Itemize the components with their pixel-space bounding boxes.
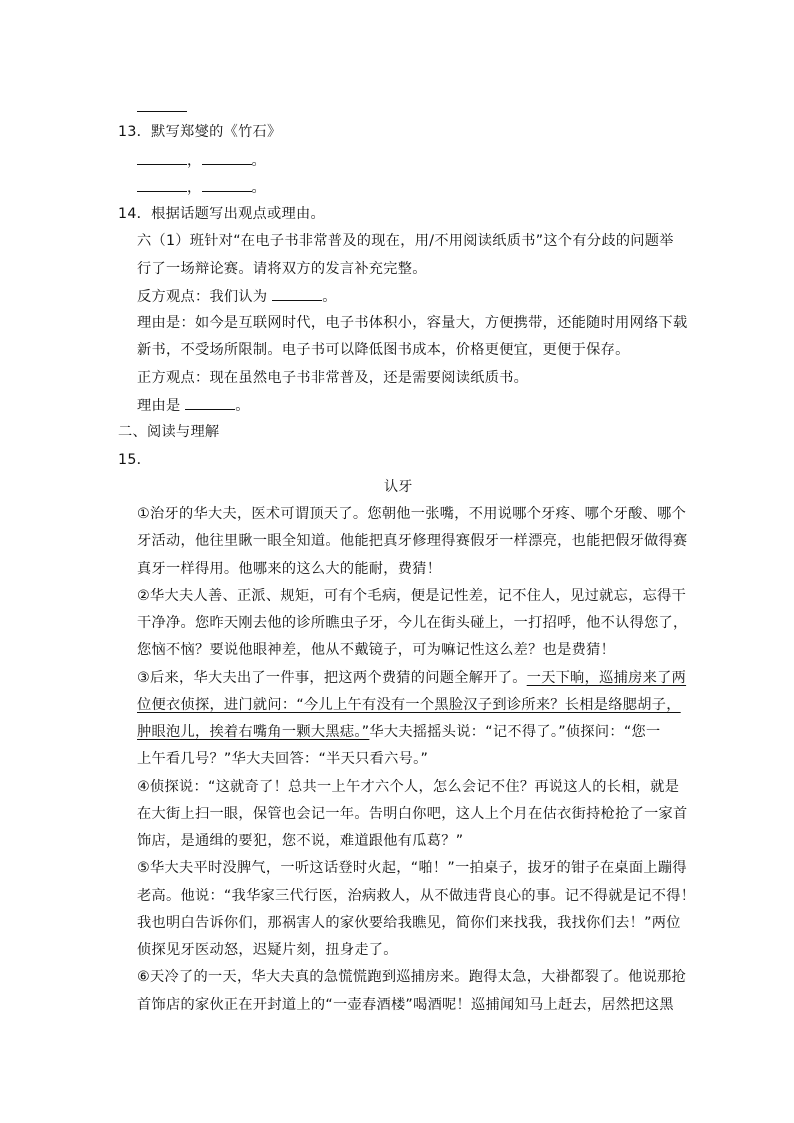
passage-line (137, 695, 681, 715)
passage-line: 肿眼泡儿，挨着右嘴角一颗大黑痣。”华大夫摇摇头说：“记不得了。”侦探问：“您一 (137, 724, 661, 740)
passage-line: 真牙一样得用。他哪来的这么大的能耐，费猜！ (137, 561, 442, 577)
q13-answer-row-2: ， 。 (137, 177, 266, 198)
q14-intro-line-1: 六（1）班针对“在电子书非常普及的现在，用/不用阅读纸质书”这个有分歧的问题举 (137, 233, 674, 249)
section-heading: 二、阅读与理解 (118, 424, 220, 440)
passage-line: ①治牙的华大夫，医术可谓顶天了。您朝他一张嘴，不用说哪个牙疼、哪个牙酸、哪个 (137, 506, 687, 522)
passage-line: ④侦探说：“这就奇了！总共一上午才六个人，怎么会记不住？再说这人的长相，就是 (137, 779, 680, 795)
passage-line: 上午看几号？”华大夫回答：“半天只看六号。” (137, 751, 429, 767)
passage-line: ②华大夫人善、正派、规矩，可有个毛病，便是记性差，记不住人，见过就忘，忘得干 (137, 588, 687, 604)
q14-con-viewpoint: 反方观点：我们认为 。 (137, 286, 337, 307)
passage-line: ⑥天冷了的一天，华大夫真的急慌慌跑到巡捕房来。跑得太急，大褂都裂了。他说那抢 (137, 969, 687, 985)
passage-line: 侦探见牙医动怒，迟疑片刻，扭身走了。 (137, 942, 398, 958)
passage-line: 老高。他说：“我华家三代行医，治病救人，从不做违背良心的事。记不得就是记不得！ (137, 888, 696, 904)
q14-pro-viewpoint: 正方观点：现在虽然电子书非常普及，还是需要阅读纸质书。 (137, 370, 529, 386)
q14-heading: 14．根据话题写出观点或理由。 (118, 206, 325, 222)
q14-reason1-line-2: 新书，不受场所限制。电子书可以降低图书成本，价格更便宜，更便于保存。 (137, 342, 630, 358)
answer-blank (185, 395, 235, 410)
answer-blank (272, 286, 322, 301)
q14-reason1-line-1: 理由是：如今是互联网时代，电子书体积小，容量大，方便携带，还能随时用网络下载 (137, 315, 688, 331)
q15-number: 15． (118, 452, 152, 468)
passage-title: 认牙 (384, 479, 413, 495)
answer-blank (202, 150, 252, 165)
answer-blank (137, 97, 187, 118)
passage-line: 饰店，是通缉的要犯，您不说，难道跟他有瓜葛？” (137, 833, 464, 849)
q13-answer-row-1: ， 。 (137, 150, 266, 171)
underlined-sentence: 位便衣侦探，进门就问：“今儿上午有没有一个黑脸汉子到诊所来？长相是络腮胡子， (137, 697, 681, 713)
underlined-sentence: 一天下晌，巡捕房来了两 (526, 670, 687, 686)
answer-blank (137, 177, 187, 192)
passage-line: ⑤华大夫平时没脾气，一听这话登时火起，“啪！”一拍桌子，拔牙的钳子在桌面上蹦得 (137, 860, 687, 876)
passage-line: ③后来，华大夫出了一件事，把这两个费猜的问题全解开了。一天下晌，巡捕房来了两 (137, 670, 687, 686)
passage-line: 在大街上扫一眼，保管也会记一年。告明白你吧，这人上个月在估衣街持枪抢了一家首 (137, 806, 688, 822)
passage-line: 首饰店的家伙正在开封道上的“一壶春酒楼”喝酒呢！巡捕闻知马上赶去，居然把这黑 (137, 997, 674, 1013)
answer-blank (137, 150, 187, 165)
underlined-sentence: 肿眼泡儿，挨着右嘴角一颗大黑痣。” (137, 724, 370, 740)
passage-line: 您恼不恼？要说他眼神差，他从不戴镜子，可为嘛记性这么差？也是费猜！ (137, 642, 616, 658)
q14-intro-line-2: 行了一场辩论赛。请将双方的发言补充完整。 (137, 261, 427, 277)
q13-heading: 13．默写郑燮的《竹石》 (118, 124, 282, 140)
passage-line: 干净净。您昨天刚去他的诊所瞧虫子牙，今儿在街头碰上，一打招呼，他不认得您了， (137, 615, 688, 631)
q14-reason2: 理由是 。 (137, 395, 250, 416)
answer-blank (202, 177, 252, 192)
passage-line: 我也明白告诉你们，那祸害人的家伙要给我瞧见，简你们来找我，我找你们去！”两位 (137, 915, 681, 931)
passage-line: 牙活动，他往里瞅一眼全知道。他能把真牙修理得赛假牙一样漂亮，也能把假牙做得赛 (137, 533, 688, 549)
